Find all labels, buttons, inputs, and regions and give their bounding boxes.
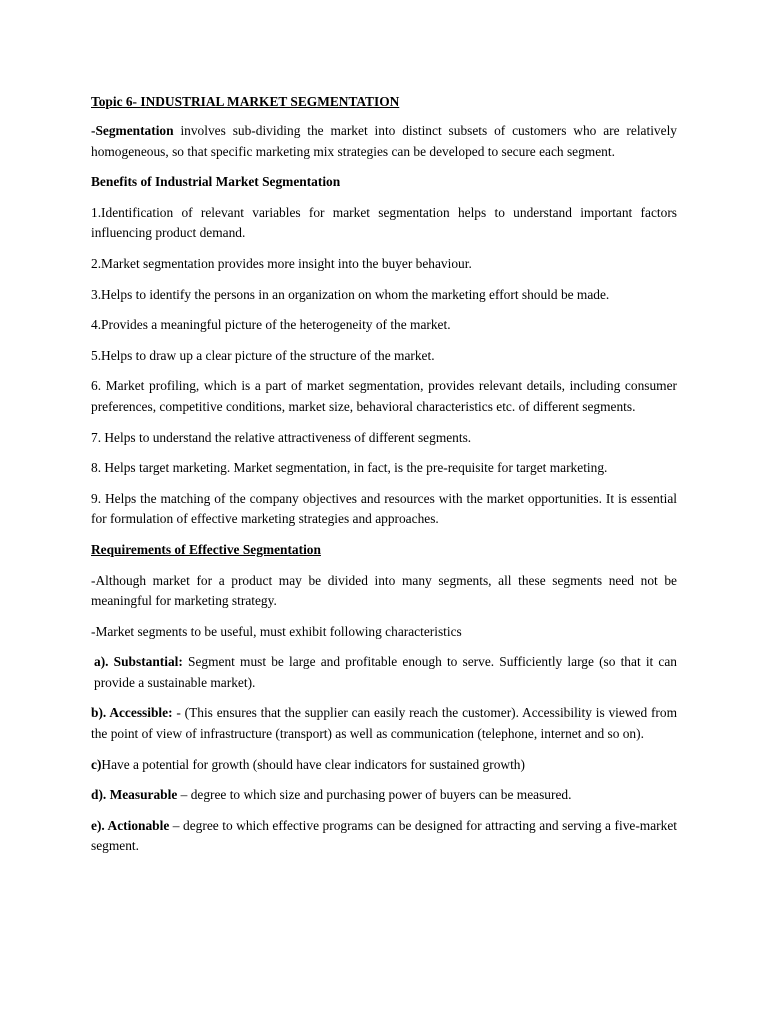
document-page <box>91 92 677 867</box>
characteristic-accessible <box>91 703 677 744</box>
characteristic-term: e). Actionable <box>91 817 170 833</box>
benefit-item-5: 5.Helps to draw up a clear picture of the structure of the market. <box>91 347 435 363</box>
characteristic-text: Segment must be large and profitable enough to serve. Sufficiently large (so that it can provide a sustainable market). <box>94 654 677 690</box>
intro-text: involves sub-dividing the market into distinct subsets of customers who are relatively homogeneous, so that specific marketing mix strategies can be developed to secure each segment. <box>91 123 677 159</box>
benefit-item-9: 9. Helps the matching of the company objectives and resources with the market opportunities. It is essential for formulation of effective marketing strategies and approaches. <box>91 490 677 527</box>
characteristic-substantial <box>91 652 677 693</box>
benefit-item-8: 8. Helps target marketing. Market segmentation, in fact, is the pre-requisite for target marketing. <box>91 460 608 476</box>
intro-term: -Segmentation <box>91 123 174 138</box>
characteristic-text: Have a potential for growth (should have clear indicators for sustained growth) <box>101 756 525 772</box>
benefit-item-4: 4.Provides a meaningful picture of the heterogeneity of the market. <box>91 317 451 333</box>
benefit-item-1: 1.Identification of relevant variables for market segmentation helps to understand important factors influencing product demand. <box>91 204 677 241</box>
characteristic-text: – degree to which effective programs can be designed for attracting and serving a five-market segment. <box>91 817 677 854</box>
intro-paragraph <box>91 121 677 162</box>
characteristic-term: c) <box>91 756 102 772</box>
page-title: Topic 6- INDUSTRIAL MARKET SEGMENTATION <box>91 94 400 109</box>
benefit-item-2: 2.Market segmentation provides more insight into the buyer behaviour. <box>91 255 472 271</box>
benefit-item-3: 3.Helps to identify the persons in an organization on whom the marketing effort should be made. <box>91 286 610 302</box>
benefits-heading: Benefits of Industrial Market Segmentation <box>91 174 341 190</box>
characteristic-term: a). Substantial: <box>94 654 183 670</box>
characteristic-text: – degree to which size and purchasing power of buyers can be measured. <box>177 787 572 803</box>
benefit-item-7: 7. Helps to understand the relative attractiveness of different segments. <box>91 429 472 445</box>
characteristic-text: - (This ensures that the supplier can easily reach the customer). Accessibility is viewed from the point of view of infrastructure (transport) as well as communication (telephone, internet and so on). <box>91 705 677 742</box>
requirements-intro-2: -Market segments to be useful, must exhibit following characteristics <box>91 623 462 639</box>
characteristic-measurable <box>91 785 677 806</box>
requirements-intro-1: -Although market for a product may be divided into many segments, all these segments need not be meaningful for marketing strategy. <box>91 572 677 609</box>
characteristic-growth <box>91 755 677 776</box>
characteristic-actionable <box>91 816 677 857</box>
requirements-heading: Requirements of Effective Segmentation <box>91 541 321 557</box>
benefit-item-6: 6. Market profiling, which is a part of market segmentation, provides relevant details, including consumer preferences, competitive conditions, market size, behavioral characteristics etc. of different segments. <box>91 378 677 414</box>
characteristic-term: b). Accessible: <box>91 705 173 721</box>
characteristic-term: d). Measurable <box>91 787 178 803</box>
